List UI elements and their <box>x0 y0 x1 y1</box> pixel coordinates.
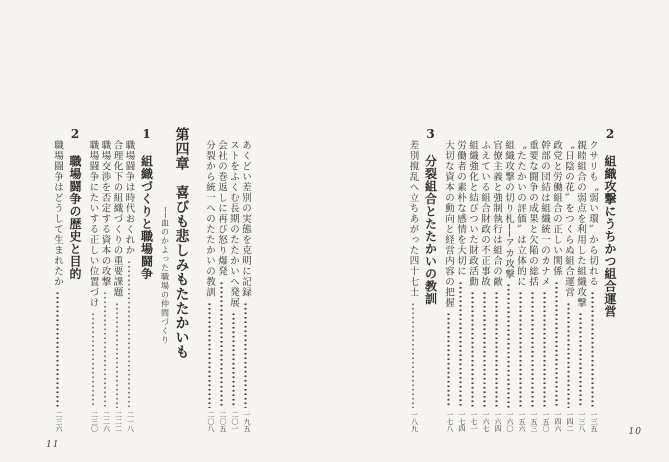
entry-title: 職場闘争にたいする正しい位置づけ <box>87 140 99 308</box>
toc-entry <box>468 124 478 434</box>
toc-entry <box>492 124 502 434</box>
toc-entry <box>456 124 466 434</box>
leader-dots <box>471 291 474 408</box>
section-title: 職場闘争の歴史と目的 <box>68 155 82 280</box>
toc-entry <box>241 124 251 434</box>
leader-dots <box>244 302 247 409</box>
page-folio-right: 10 <box>628 427 642 437</box>
entry-title: 職場闘争はどうして生まれたか <box>52 140 63 287</box>
entry-page-number: 一六七 <box>482 411 490 432</box>
entry-title: 会社の巻返しに再び怒り爆発 <box>216 140 227 277</box>
leader-dots <box>447 312 450 408</box>
entry-page-number: 一五三 <box>530 411 538 432</box>
toc-entry <box>100 124 110 434</box>
page-folio-left: 11 <box>46 440 60 450</box>
section-title: 組織づくりと職場闘争 <box>139 155 154 280</box>
entry-title: 労働者の素朴な感情を大切に <box>455 140 466 277</box>
leader-dots <box>412 302 415 409</box>
entry-title: 分裂から統一へのたたかいの教訓 <box>204 140 215 298</box>
section-heading <box>604 124 616 422</box>
leader-dots <box>567 302 570 409</box>
toc-entry <box>588 124 598 434</box>
entry-page-number: 一五六 <box>518 411 526 432</box>
section-title: 組織攻撃にうちかつ組合運営 <box>603 155 617 318</box>
entry-page-number: 二〇五 <box>219 411 227 432</box>
toc-entry <box>205 124 215 434</box>
toc-entry <box>124 124 134 434</box>
section-number: 2 <box>605 128 615 140</box>
entry-page-number: 一四二 <box>566 411 574 432</box>
leader-dots <box>220 281 223 409</box>
entry-page-number: 二〇一 <box>231 411 239 432</box>
leader-dots <box>116 302 119 409</box>
entry-page-number: 一六〇 <box>506 411 514 432</box>
entry-title: クサリも〝弱い環〟から切れる <box>587 140 598 287</box>
entry-page-number: 一八九 <box>410 411 419 432</box>
chapter-label: 第四章 <box>173 127 190 171</box>
toc-entry <box>408 124 418 434</box>
entry-page-number: 一四六 <box>554 411 562 432</box>
leader-dots <box>543 291 546 408</box>
entry-title: 官僚主義と強制執行は組合の敵 <box>491 140 502 287</box>
entry-page-number: 二二二 <box>114 411 123 432</box>
entry-title: 〝日陰の花〟をつくらぬ組合運営 <box>563 140 574 298</box>
leader-dots <box>579 312 582 408</box>
entry-page-number: 一七四 <box>458 411 466 432</box>
entry-page-number: 一三五 <box>590 411 598 432</box>
entry-title: 組織攻撃の切り札──アカ攻撃 <box>503 140 514 280</box>
leader-dots <box>459 281 462 409</box>
toc-entry <box>516 124 526 434</box>
entry-page-number: 一五〇 <box>542 411 550 432</box>
leader-dots <box>92 312 95 408</box>
toc-entry <box>112 124 122 434</box>
toc-entry <box>217 124 227 434</box>
entry-page-number: 一七八 <box>446 411 454 432</box>
section-number: 2 <box>70 128 80 140</box>
leader-dots <box>232 312 235 408</box>
entry-title: ふえている組合財政の不正事故 <box>479 140 490 287</box>
chapter-heading <box>175 124 189 421</box>
entry-title: 大切な資本の動向と経営内容の把握 <box>443 140 454 308</box>
entry-title: 職場闘争は時代おくれか <box>123 140 135 256</box>
entry-title: 重要な闘争の成果と欠陥の総括 <box>527 140 538 287</box>
entry-page-number: 一六四 <box>494 411 502 432</box>
entry-page-number: 二三〇 <box>90 411 99 432</box>
entry-title: ストをふくむ長期のたたかいへ発展 <box>228 140 239 308</box>
entry-page-number: 一三八 <box>578 411 586 432</box>
leader-dots <box>495 291 498 408</box>
chapter-subtitle: ──血のかよった職場の仲間づくり <box>160 207 170 345</box>
chapter-title: 喜びも悲しみもたたかいも <box>173 184 190 359</box>
toc-entry <box>480 124 490 434</box>
leader-dots <box>591 291 594 408</box>
leader-dots <box>208 302 211 409</box>
section-heading <box>425 124 437 422</box>
entry-page-number: 二三六 <box>55 411 63 432</box>
section-heading <box>141 124 153 422</box>
toc-entry <box>504 124 514 434</box>
entry-title: 組織強化と結びついた財政活動 <box>467 140 478 287</box>
leader-dots <box>56 291 59 408</box>
entry-title: 政党と労働組合の正しい関係 <box>551 140 562 277</box>
right-page <box>406 124 624 432</box>
entry-title: 差別撹乱へ立ちあがった四十七士 <box>407 140 419 298</box>
toc-entry <box>444 124 454 434</box>
toc-entry <box>552 124 562 434</box>
entry-page-number: 二二六 <box>102 411 111 432</box>
section-number: 3 <box>426 128 435 140</box>
leader-dots <box>531 291 534 408</box>
toc-entry <box>564 124 574 434</box>
entry-title: 幹部の団結は組織統一のカナメ <box>539 140 550 287</box>
leader-dots <box>483 291 486 408</box>
leader-dots <box>519 291 522 408</box>
entry-title: 職場交渉を否定する資本の攻撃 <box>99 140 111 287</box>
entry-page-number: 二一八 <box>126 411 135 432</box>
toc-entry <box>576 124 586 434</box>
left-page <box>50 124 253 432</box>
entry-page-number: 二〇八 <box>207 411 215 432</box>
leader-dots <box>555 281 558 409</box>
toc-entry <box>540 124 550 434</box>
section-title: 分裂組合とたたかいの教訓 <box>423 155 438 305</box>
leader-dots <box>507 283 510 408</box>
entry-title: あくどい差別の実態を克明に記録 <box>240 140 251 298</box>
toc-entry <box>88 124 98 434</box>
entry-page-number: 一七一 <box>470 411 478 432</box>
section-number: 1 <box>142 128 151 140</box>
entry-title: 合理化下の組織づくりの重要課題 <box>111 140 123 298</box>
entry-title: 〝たたかいの評価〟は立体的に <box>515 140 526 287</box>
toc-entry <box>53 124 63 434</box>
entry-title: 親睦組合の弱点を利用した組織攻撃 <box>575 140 586 308</box>
entry-page-number: 一九五 <box>243 411 251 432</box>
leader-dots <box>104 291 107 408</box>
toc-entry <box>229 124 239 434</box>
toc-entry <box>528 124 538 434</box>
leader-dots <box>128 260 131 409</box>
section-heading <box>69 124 81 422</box>
